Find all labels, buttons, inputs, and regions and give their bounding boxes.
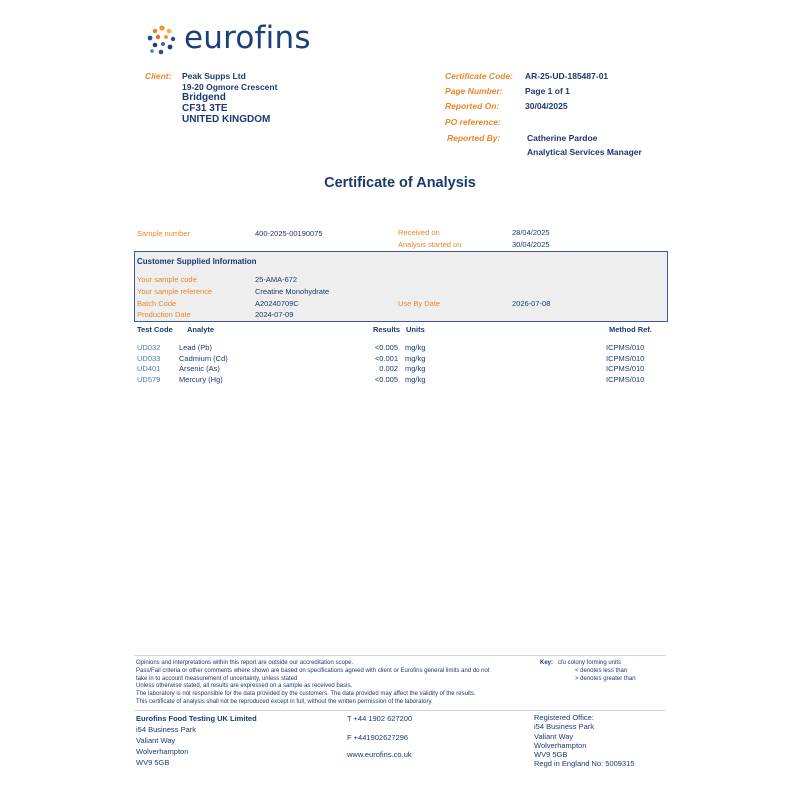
row-method: ICPMS/010 — [606, 354, 645, 363]
po-reference-label: PO reference: — [445, 117, 501, 127]
registered-office — [534, 713, 635, 769]
footer-note: Unless otherwise stated, all results are expressed on a sample as received basis. — [136, 683, 353, 690]
company-address — [136, 713, 257, 768]
header-results: Results — [373, 325, 401, 334]
footer-note: Opinions and interpretations within this report are outside our accreditation scope. — [136, 660, 354, 666]
client-country: UNITED KINGDOM — [182, 114, 271, 125]
row-analyte: Mercury (Hg) — [179, 375, 223, 384]
row-method: ICPMS/010 — [606, 343, 645, 352]
sample-reference-label: Your sample reference — [137, 287, 213, 296]
row-test-code: UD579 — [137, 375, 161, 384]
row-analyte: Cadmium (Cd) — [179, 354, 228, 363]
row-result: <0.005 — [374, 343, 398, 352]
row-unit: mg/kg — [405, 343, 426, 352]
company-address-line: Valiant Way — [136, 736, 176, 745]
production-date-value: 2024-07-09 — [255, 310, 294, 319]
row-result: <0.001 — [374, 354, 398, 363]
row-method: ICPMS/010 — [606, 375, 645, 384]
row-method: ICPMS/010 — [606, 364, 645, 373]
row-unit: mg/kg — [405, 375, 426, 384]
received-on-value: 28/04/2025 — [512, 228, 550, 237]
production-date-label: Production Date — [137, 310, 191, 319]
footer-note: take in to account measurement of uncertainty, unless stated — [136, 675, 298, 682]
batch-code-label: Batch Code — [137, 299, 177, 308]
reported-by-name: Catherine Pardoe — [527, 133, 598, 143]
company-address-line: i54 Business Park — [136, 725, 197, 734]
header-analyte: Analyte — [187, 325, 215, 334]
sample-code-value: 25-AMA-672 — [255, 275, 298, 284]
registered-line: i54 Business Park — [534, 722, 595, 732]
header-method: Method Ref. — [609, 325, 652, 334]
reported-by-title: Analytical Services Manager — [527, 147, 642, 157]
key-label: Key: — [540, 660, 554, 666]
key-line: > denotes greater than — [575, 676, 636, 682]
row-test-code: UD033 — [137, 354, 161, 363]
page-number-value: Page 1 of 1 — [525, 86, 570, 96]
page-number-label: Page Number: — [445, 86, 503, 96]
registered-line: Regd in England No: 5009315 — [534, 759, 635, 769]
eurofins-logo-text: eurofins — [184, 20, 311, 56]
row-test-code: UD401 — [137, 364, 161, 373]
registered-line: Valiant Way — [534, 731, 574, 741]
telephone: T +44 1902 627200 — [347, 714, 413, 723]
customer-info-heading: Customer Supplied Information — [137, 257, 257, 266]
certificate-code-label: Certificate Code: — [445, 71, 514, 81]
sample-code-label: Your sample code — [137, 275, 197, 284]
batch-code-value: A20240709C — [255, 299, 299, 308]
received-on-label: Received on — [398, 228, 440, 237]
row-analyte: Lead (Pb) — [179, 343, 212, 352]
row-test-code: UD032 — [137, 343, 161, 352]
sample-number-label: Sample number — [137, 229, 190, 238]
sample-number-value: 400-2025-00190075 — [255, 229, 323, 238]
client-label: Client: — [145, 71, 172, 81]
key-line: < denotes less than — [575, 668, 628, 674]
row-unit: mg/kg — [405, 354, 426, 363]
use-by-label: Use By Date — [398, 299, 441, 308]
website-link[interactable]: www.eurofins.co.uk — [347, 750, 412, 759]
eurofins-logo-icon — [147, 25, 177, 55]
footer-note: Pass/Fail criteria or other comments where shown are based on specifications agreed with client or Eurofins general limits and do not — [136, 667, 490, 674]
footer-note: This certificate of analysis shall not be reproduced except in full, without the written permission of the laboratory. — [136, 698, 433, 705]
registered-line: WV9 5GB — [534, 750, 568, 760]
header-units: Units — [406, 325, 425, 334]
row-result: <0.005 — [374, 375, 398, 384]
registered-line: Wolverhampton — [534, 740, 587, 750]
registered-line: Registered Office: — [534, 713, 594, 722]
reported-on-value: 30/04/2025 — [525, 101, 568, 111]
client-address-line: 19-20 Ogmore Crescent — [182, 82, 278, 92]
analysis-started-value: 30/04/2025 — [512, 240, 550, 249]
footer-divider — [134, 710, 666, 711]
fax: F +441902627296 — [347, 733, 409, 742]
analysis-started-label: Analysis started on — [398, 240, 462, 249]
certificate-code-value: AR-25-UD-185487-01 — [525, 71, 609, 81]
row-analyte: Arsenic (As) — [179, 364, 220, 373]
key-line: cfu colony forming units — [558, 660, 622, 666]
sample-reference-value: Creatine Monohydrate — [255, 287, 330, 296]
company-name: Eurofins Food Testing UK Limited — [136, 714, 257, 723]
row-unit: mg/kg — [405, 364, 426, 373]
footer-divider — [134, 655, 666, 656]
footer-notes — [136, 660, 536, 707]
reported-by-label: Reported By: — [447, 133, 501, 143]
client-name: Peak Supps Ltd — [182, 71, 246, 81]
footer-note: The laboratory is not responsible for the data provided by the customers. The data provided may affect the validity of the results. — [136, 691, 476, 698]
client-city: Bridgend — [182, 92, 226, 103]
page-title: Certificate of Analysis — [324, 175, 476, 191]
client-postcode: CF31 3TE — [182, 103, 228, 114]
company-address-line: WV9 5GB — [136, 758, 170, 767]
use-by-value: 2026-07-08 — [512, 299, 551, 308]
header-test-code: Test Code — [137, 325, 173, 334]
reported-on-label: Reported On: — [445, 101, 500, 111]
row-result: 0.002 — [379, 364, 398, 373]
company-address-line: Wolverhampton — [136, 747, 189, 756]
